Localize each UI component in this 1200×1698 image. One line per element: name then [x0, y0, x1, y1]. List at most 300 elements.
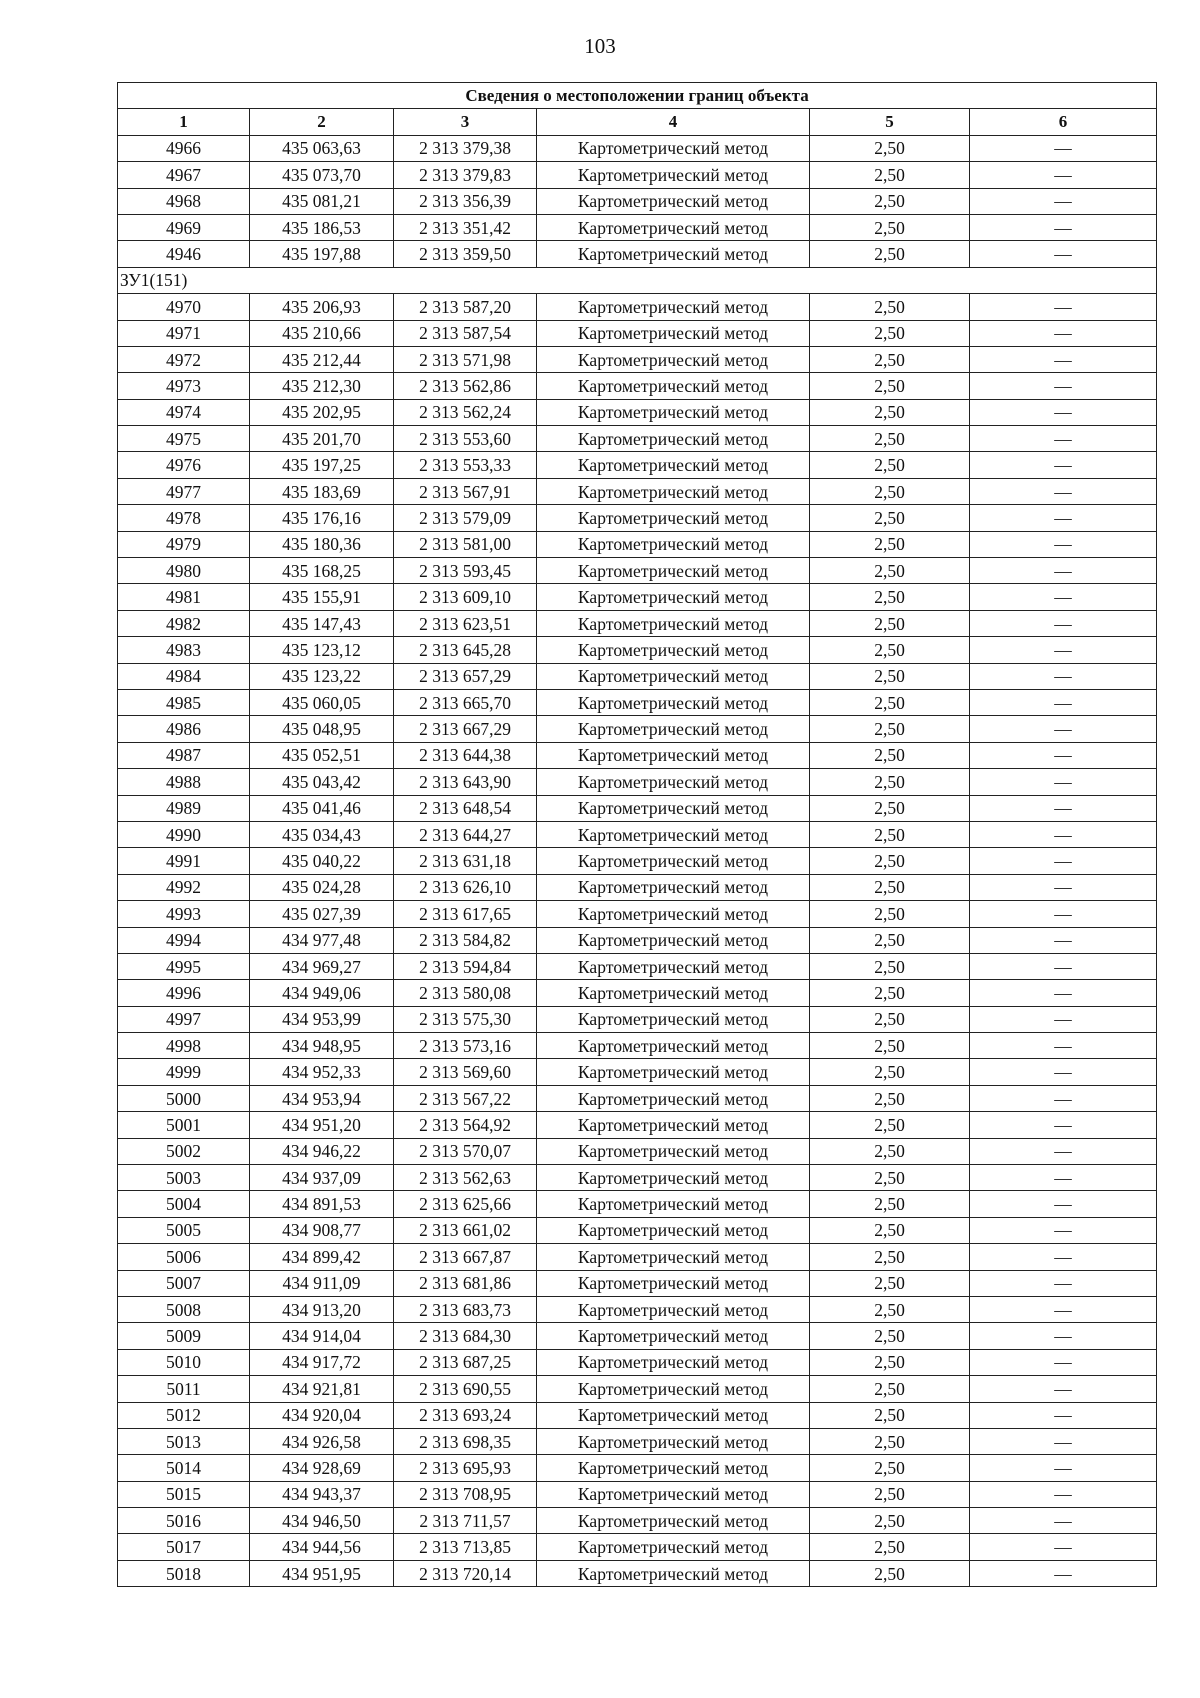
x-coordinate-cell: 434 891,53 — [250, 1191, 394, 1217]
note-cell: — — [970, 1481, 1157, 1507]
note-cell: — — [970, 1508, 1157, 1534]
y-coordinate-cell: 2 313 708,95 — [394, 1481, 537, 1507]
point-number-cell: 4992 — [118, 874, 250, 900]
method-cell: Картометрический метод — [537, 558, 810, 584]
y-coordinate-cell: 2 313 648,54 — [394, 795, 537, 821]
x-coordinate-cell: 434 951,20 — [250, 1112, 394, 1138]
y-coordinate-cell: 2 313 713,85 — [394, 1534, 537, 1560]
table-row — [118, 927, 1157, 953]
accuracy-cell: 2,50 — [810, 426, 970, 452]
point-number-cell: 4966 — [118, 135, 250, 161]
point-number-cell: 5000 — [118, 1085, 250, 1111]
table-row — [118, 399, 1157, 425]
table-row — [118, 294, 1157, 320]
table-row — [118, 1217, 1157, 1243]
table-row — [118, 1560, 1157, 1586]
method-cell: Картометрический метод — [537, 1349, 810, 1375]
note-cell: — — [970, 848, 1157, 874]
accuracy-cell: 2,50 — [810, 821, 970, 847]
accuracy-cell: 2,50 — [810, 663, 970, 689]
note-cell: — — [970, 1455, 1157, 1481]
note-cell: — — [970, 1112, 1157, 1138]
method-cell: Картометрический метод — [537, 584, 810, 610]
y-coordinate-cell: 2 313 562,86 — [394, 373, 537, 399]
table-row — [118, 1085, 1157, 1111]
point-number-cell: 4999 — [118, 1059, 250, 1085]
point-number-cell: 4995 — [118, 953, 250, 979]
y-coordinate-cell: 2 313 564,92 — [394, 1112, 537, 1138]
x-coordinate-cell: 434 969,27 — [250, 953, 394, 979]
table-row — [118, 1534, 1157, 1560]
accuracy-cell: 2,50 — [810, 320, 970, 346]
table-row — [118, 452, 1157, 478]
note-cell: — — [970, 294, 1157, 320]
table-row — [118, 135, 1157, 161]
note-cell: — — [970, 373, 1157, 399]
x-coordinate-cell: 435 040,22 — [250, 848, 394, 874]
method-cell: Картометрический метод — [537, 1455, 810, 1481]
method-cell: Картометрический метод — [537, 1428, 810, 1454]
method-cell: Картометрический метод — [537, 1138, 810, 1164]
point-number-cell: 4994 — [118, 927, 250, 953]
point-number-cell: 5012 — [118, 1402, 250, 1428]
accuracy-cell: 2,50 — [810, 1323, 970, 1349]
method-cell: Картометрический метод — [537, 1059, 810, 1085]
method-cell: Картометрический метод — [537, 1085, 810, 1111]
method-cell: Картометрический метод — [537, 505, 810, 531]
y-coordinate-cell: 2 313 643,90 — [394, 769, 537, 795]
note-cell: — — [970, 716, 1157, 742]
accuracy-cell: 2,50 — [810, 346, 970, 372]
y-coordinate-cell: 2 313 625,66 — [394, 1191, 537, 1217]
method-cell: Картометрический метод — [537, 610, 810, 636]
table-row — [118, 1481, 1157, 1507]
method-cell: Картометрический метод — [537, 1481, 810, 1507]
note-cell: — — [970, 742, 1157, 768]
table-row — [118, 214, 1157, 240]
y-coordinate-cell: 2 313 584,82 — [394, 927, 537, 953]
accuracy-cell: 2,50 — [810, 874, 970, 900]
table-row — [118, 901, 1157, 927]
accuracy-cell: 2,50 — [810, 531, 970, 557]
method-cell: Картометрический метод — [537, 241, 810, 267]
method-cell: Картометрический метод — [537, 716, 810, 742]
point-number-cell: 5008 — [118, 1296, 250, 1322]
point-number-cell: 5002 — [118, 1138, 250, 1164]
x-coordinate-cell: 434 953,94 — [250, 1085, 394, 1111]
accuracy-cell: 2,50 — [810, 188, 970, 214]
x-coordinate-cell: 435 073,70 — [250, 162, 394, 188]
point-number-cell: 5006 — [118, 1244, 250, 1270]
accuracy-cell: 2,50 — [810, 373, 970, 399]
y-coordinate-cell: 2 313 665,70 — [394, 689, 537, 715]
accuracy-cell: 2,50 — [810, 610, 970, 636]
accuracy-cell: 2,50 — [810, 135, 970, 161]
accuracy-cell: 2,50 — [810, 1033, 970, 1059]
x-coordinate-cell: 435 034,43 — [250, 821, 394, 847]
method-cell: Картометрический метод — [537, 1323, 810, 1349]
table-row — [118, 1455, 1157, 1481]
method-cell: Картометрический метод — [537, 927, 810, 953]
y-coordinate-cell: 2 313 553,33 — [394, 452, 537, 478]
note-cell: — — [970, 1138, 1157, 1164]
point-number-cell: 5009 — [118, 1323, 250, 1349]
page-number: 103 — [584, 34, 616, 58]
table-row — [118, 795, 1157, 821]
note-cell: — — [970, 1349, 1157, 1375]
y-coordinate-cell: 2 313 594,84 — [394, 953, 537, 979]
y-coordinate-cell: 2 313 553,60 — [394, 426, 537, 452]
accuracy-cell: 2,50 — [810, 1455, 970, 1481]
method-cell: Картометрический метод — [537, 426, 810, 452]
x-coordinate-cell: 434 926,58 — [250, 1428, 394, 1454]
table-row — [118, 1059, 1157, 1085]
note-cell: — — [970, 426, 1157, 452]
method-cell: Картометрический метод — [537, 1033, 810, 1059]
method-cell: Картометрический метод — [537, 531, 810, 557]
note-cell: — — [970, 1323, 1157, 1349]
method-cell: Картометрический метод — [537, 478, 810, 504]
table-row — [118, 1033, 1157, 1059]
y-coordinate-cell: 2 313 661,02 — [394, 1217, 537, 1243]
table-row — [118, 1349, 1157, 1375]
y-coordinate-cell: 2 313 617,65 — [394, 901, 537, 927]
table-row — [118, 320, 1157, 346]
group-row — [118, 267, 1157, 293]
table-row — [118, 531, 1157, 557]
accuracy-cell: 2,50 — [810, 1085, 970, 1111]
method-cell: Картометрический метод — [537, 848, 810, 874]
point-number-cell: 4989 — [118, 795, 250, 821]
x-coordinate-cell: 435 081,21 — [250, 188, 394, 214]
x-coordinate-cell: 435 210,66 — [250, 320, 394, 346]
y-coordinate-cell: 2 313 575,30 — [394, 1006, 537, 1032]
table-row — [118, 610, 1157, 636]
note-cell: — — [970, 1165, 1157, 1191]
boundary-coordinates-table — [117, 82, 1157, 1587]
accuracy-cell: 2,50 — [810, 1296, 970, 1322]
x-coordinate-cell: 434 944,56 — [250, 1534, 394, 1560]
y-coordinate-cell: 2 313 690,55 — [394, 1376, 537, 1402]
method-cell: Картометрический метод — [537, 188, 810, 214]
note-cell: — — [970, 399, 1157, 425]
y-coordinate-cell: 2 313 681,86 — [394, 1270, 537, 1296]
table-row — [118, 373, 1157, 399]
point-number-cell: 4974 — [118, 399, 250, 425]
method-cell: Картометрический метод — [537, 135, 810, 161]
y-coordinate-cell: 2 313 570,07 — [394, 1138, 537, 1164]
note-cell: — — [970, 1059, 1157, 1085]
table-row — [118, 1428, 1157, 1454]
x-coordinate-cell: 434 948,95 — [250, 1033, 394, 1059]
table-row — [118, 1402, 1157, 1428]
accuracy-cell: 2,50 — [810, 795, 970, 821]
method-cell: Картометрический метод — [537, 953, 810, 979]
note-cell: — — [970, 689, 1157, 715]
table-title-row — [118, 83, 1157, 109]
x-coordinate-cell: 434 899,42 — [250, 1244, 394, 1270]
note-cell: — — [970, 795, 1157, 821]
accuracy-cell: 2,50 — [810, 1059, 970, 1085]
table-row — [118, 426, 1157, 452]
point-number-cell: 5005 — [118, 1217, 250, 1243]
y-coordinate-cell: 2 313 351,42 — [394, 214, 537, 240]
point-number-cell: 4977 — [118, 478, 250, 504]
accuracy-cell: 2,50 — [810, 1402, 970, 1428]
accuracy-cell: 2,50 — [810, 505, 970, 531]
table-row — [118, 716, 1157, 742]
note-cell: — — [970, 1560, 1157, 1586]
accuracy-cell: 2,50 — [810, 1376, 970, 1402]
x-coordinate-cell: 435 155,91 — [250, 584, 394, 610]
y-coordinate-cell: 2 313 695,93 — [394, 1455, 537, 1481]
note-cell: — — [970, 769, 1157, 795]
table-row — [118, 584, 1157, 610]
accuracy-cell: 2,50 — [810, 980, 970, 1006]
note-cell: — — [970, 980, 1157, 1006]
x-coordinate-cell: 435 197,25 — [250, 452, 394, 478]
accuracy-cell: 2,50 — [810, 1217, 970, 1243]
method-cell: Картометрический метод — [537, 1508, 810, 1534]
accuracy-cell: 2,50 — [810, 399, 970, 425]
parcel-group-label: ЗУ1(151) — [118, 267, 1157, 293]
method-cell: Картометрический метод — [537, 346, 810, 372]
y-coordinate-cell: 2 313 684,30 — [394, 1323, 537, 1349]
x-coordinate-cell: 435 041,46 — [250, 795, 394, 821]
method-cell: Картометрический метод — [537, 1217, 810, 1243]
table-row — [118, 953, 1157, 979]
note-cell: — — [970, 1244, 1157, 1270]
x-coordinate-cell: 434 911,09 — [250, 1270, 394, 1296]
y-coordinate-cell: 2 313 569,60 — [394, 1059, 537, 1085]
y-coordinate-cell: 2 313 571,98 — [394, 346, 537, 372]
method-cell: Картометрический метод — [537, 1270, 810, 1296]
accuracy-cell: 2,50 — [810, 901, 970, 927]
point-number-cell: 4975 — [118, 426, 250, 452]
accuracy-cell: 2,50 — [810, 1191, 970, 1217]
x-coordinate-cell: 435 043,42 — [250, 769, 394, 795]
note-cell: — — [970, 1402, 1157, 1428]
x-coordinate-cell: 434 914,04 — [250, 1323, 394, 1349]
y-coordinate-cell: 2 313 562,24 — [394, 399, 537, 425]
table-row — [118, 1296, 1157, 1322]
point-number-cell: 4973 — [118, 373, 250, 399]
method-cell: Картометрический метод — [537, 980, 810, 1006]
x-coordinate-cell: 434 913,20 — [250, 1296, 394, 1322]
note-cell: — — [970, 610, 1157, 636]
accuracy-cell: 2,50 — [810, 452, 970, 478]
x-coordinate-cell: 435 063,63 — [250, 135, 394, 161]
x-coordinate-cell: 434 953,99 — [250, 1006, 394, 1032]
table-row — [118, 769, 1157, 795]
table-row — [118, 1244, 1157, 1270]
method-cell: Картометрический метод — [537, 637, 810, 663]
note-cell: — — [970, 663, 1157, 689]
point-number-cell: 5016 — [118, 1508, 250, 1534]
table-row — [118, 1323, 1157, 1349]
y-coordinate-cell: 2 313 356,39 — [394, 188, 537, 214]
table-row — [118, 241, 1157, 267]
y-coordinate-cell: 2 313 562,63 — [394, 1165, 537, 1191]
x-coordinate-cell: 434 943,37 — [250, 1481, 394, 1507]
point-number-cell: 5011 — [118, 1376, 250, 1402]
y-coordinate-cell: 2 313 623,51 — [394, 610, 537, 636]
note-cell: — — [970, 1534, 1157, 1560]
point-number-cell: 4972 — [118, 346, 250, 372]
y-coordinate-cell: 2 313 567,91 — [394, 478, 537, 504]
point-number-cell: 5004 — [118, 1191, 250, 1217]
accuracy-cell: 2,50 — [810, 637, 970, 663]
accuracy-cell: 2,50 — [810, 1534, 970, 1560]
note-cell: — — [970, 452, 1157, 478]
point-number-cell: 4983 — [118, 637, 250, 663]
method-cell: Картометрический метод — [537, 452, 810, 478]
point-number-cell: 4988 — [118, 769, 250, 795]
point-number-cell: 4998 — [118, 1033, 250, 1059]
accuracy-cell: 2,50 — [810, 689, 970, 715]
y-coordinate-cell: 2 313 657,29 — [394, 663, 537, 689]
y-coordinate-cell: 2 313 359,50 — [394, 241, 537, 267]
table-row — [118, 162, 1157, 188]
point-number-cell: 5001 — [118, 1112, 250, 1138]
accuracy-cell: 2,50 — [810, 1349, 970, 1375]
note-cell: — — [970, 188, 1157, 214]
note-cell: — — [970, 1376, 1157, 1402]
x-coordinate-cell: 435 052,51 — [250, 742, 394, 768]
note-cell: — — [970, 927, 1157, 953]
x-coordinate-cell: 434 949,06 — [250, 980, 394, 1006]
point-number-cell: 4946 — [118, 241, 250, 267]
method-cell: Картометрический метод — [537, 689, 810, 715]
x-coordinate-cell: 435 048,95 — [250, 716, 394, 742]
note-cell: — — [970, 953, 1157, 979]
column-header: 2 — [250, 109, 394, 135]
y-coordinate-cell: 2 313 587,54 — [394, 320, 537, 346]
accuracy-cell: 2,50 — [810, 294, 970, 320]
x-coordinate-cell: 435 212,30 — [250, 373, 394, 399]
column-header: 1 — [118, 109, 250, 135]
note-cell: — — [970, 584, 1157, 610]
y-coordinate-cell: 2 313 379,83 — [394, 162, 537, 188]
point-number-cell: 4968 — [118, 188, 250, 214]
table-row — [118, 188, 1157, 214]
table-row — [118, 821, 1157, 847]
accuracy-cell: 2,50 — [810, 241, 970, 267]
method-cell: Картометрический метод — [537, 294, 810, 320]
accuracy-cell: 2,50 — [810, 1560, 970, 1586]
point-number-cell: 4970 — [118, 294, 250, 320]
point-number-cell: 4982 — [118, 610, 250, 636]
point-number-cell: 4986 — [118, 716, 250, 742]
note-cell: — — [970, 901, 1157, 927]
x-coordinate-cell: 434 952,33 — [250, 1059, 394, 1085]
method-cell: Картометрический метод — [537, 1165, 810, 1191]
method-cell: Картометрический метод — [537, 1112, 810, 1138]
x-coordinate-cell: 435 180,36 — [250, 531, 394, 557]
y-coordinate-cell: 2 313 626,10 — [394, 874, 537, 900]
y-coordinate-cell: 2 313 683,73 — [394, 1296, 537, 1322]
table-row — [118, 1138, 1157, 1164]
method-cell: Картометрический метод — [537, 162, 810, 188]
point-number-cell: 5013 — [118, 1428, 250, 1454]
x-coordinate-cell: 434 951,95 — [250, 1560, 394, 1586]
method-cell: Картометрический метод — [537, 1402, 810, 1428]
x-coordinate-cell: 435 197,88 — [250, 241, 394, 267]
method-cell: Картометрический метод — [537, 1376, 810, 1402]
point-number-cell: 4997 — [118, 1006, 250, 1032]
point-number-cell: 4985 — [118, 689, 250, 715]
point-number-cell: 4969 — [118, 214, 250, 240]
method-cell: Картометрический метод — [537, 1191, 810, 1217]
table-row — [118, 1508, 1157, 1534]
table-row — [118, 637, 1157, 663]
note-cell: — — [970, 241, 1157, 267]
point-number-cell: 5017 — [118, 1534, 250, 1560]
y-coordinate-cell: 2 313 667,87 — [394, 1244, 537, 1270]
accuracy-cell: 2,50 — [810, 162, 970, 188]
note-cell: — — [970, 1217, 1157, 1243]
x-coordinate-cell: 435 147,43 — [250, 610, 394, 636]
y-coordinate-cell: 2 313 593,45 — [394, 558, 537, 584]
method-cell: Картометрический метод — [537, 373, 810, 399]
point-number-cell: 4996 — [118, 980, 250, 1006]
y-coordinate-cell: 2 313 631,18 — [394, 848, 537, 874]
accuracy-cell: 2,50 — [810, 558, 970, 584]
note-cell: — — [970, 162, 1157, 188]
method-cell: Картометрический метод — [537, 1296, 810, 1322]
point-number-cell: 4987 — [118, 742, 250, 768]
note-cell: — — [970, 320, 1157, 346]
note-cell: — — [970, 1191, 1157, 1217]
note-cell: — — [970, 214, 1157, 240]
table-row — [118, 1006, 1157, 1032]
column-header: 6 — [970, 109, 1157, 135]
method-cell: Картометрический метод — [537, 821, 810, 847]
table-row — [118, 742, 1157, 768]
x-coordinate-cell: 435 024,28 — [250, 874, 394, 900]
method-cell: Картометрический метод — [537, 1534, 810, 1560]
method-cell: Картометрический метод — [537, 1560, 810, 1586]
accuracy-cell: 2,50 — [810, 1165, 970, 1191]
y-coordinate-cell: 2 313 580,08 — [394, 980, 537, 1006]
point-number-cell: 4980 — [118, 558, 250, 584]
x-coordinate-cell: 435 201,70 — [250, 426, 394, 452]
point-number-cell: 4967 — [118, 162, 250, 188]
y-coordinate-cell: 2 313 579,09 — [394, 505, 537, 531]
point-number-cell: 4991 — [118, 848, 250, 874]
x-coordinate-cell: 435 060,05 — [250, 689, 394, 715]
accuracy-cell: 2,50 — [810, 1428, 970, 1454]
x-coordinate-cell: 434 921,81 — [250, 1376, 394, 1402]
y-coordinate-cell: 2 313 379,38 — [394, 135, 537, 161]
point-number-cell: 4993 — [118, 901, 250, 927]
x-coordinate-cell: 434 920,04 — [250, 1402, 394, 1428]
accuracy-cell: 2,50 — [810, 742, 970, 768]
x-coordinate-cell: 434 908,77 — [250, 1217, 394, 1243]
x-coordinate-cell: 434 917,72 — [250, 1349, 394, 1375]
method-cell: Картометрический метод — [537, 901, 810, 927]
accuracy-cell: 2,50 — [810, 927, 970, 953]
y-coordinate-cell: 2 313 609,10 — [394, 584, 537, 610]
y-coordinate-cell: 2 313 698,35 — [394, 1428, 537, 1454]
point-number-cell: 5015 — [118, 1481, 250, 1507]
table-row — [118, 663, 1157, 689]
accuracy-cell: 2,50 — [810, 1138, 970, 1164]
x-coordinate-cell: 434 977,48 — [250, 927, 394, 953]
point-number-cell: 4979 — [118, 531, 250, 557]
accuracy-cell: 2,50 — [810, 1006, 970, 1032]
note-cell: — — [970, 478, 1157, 504]
